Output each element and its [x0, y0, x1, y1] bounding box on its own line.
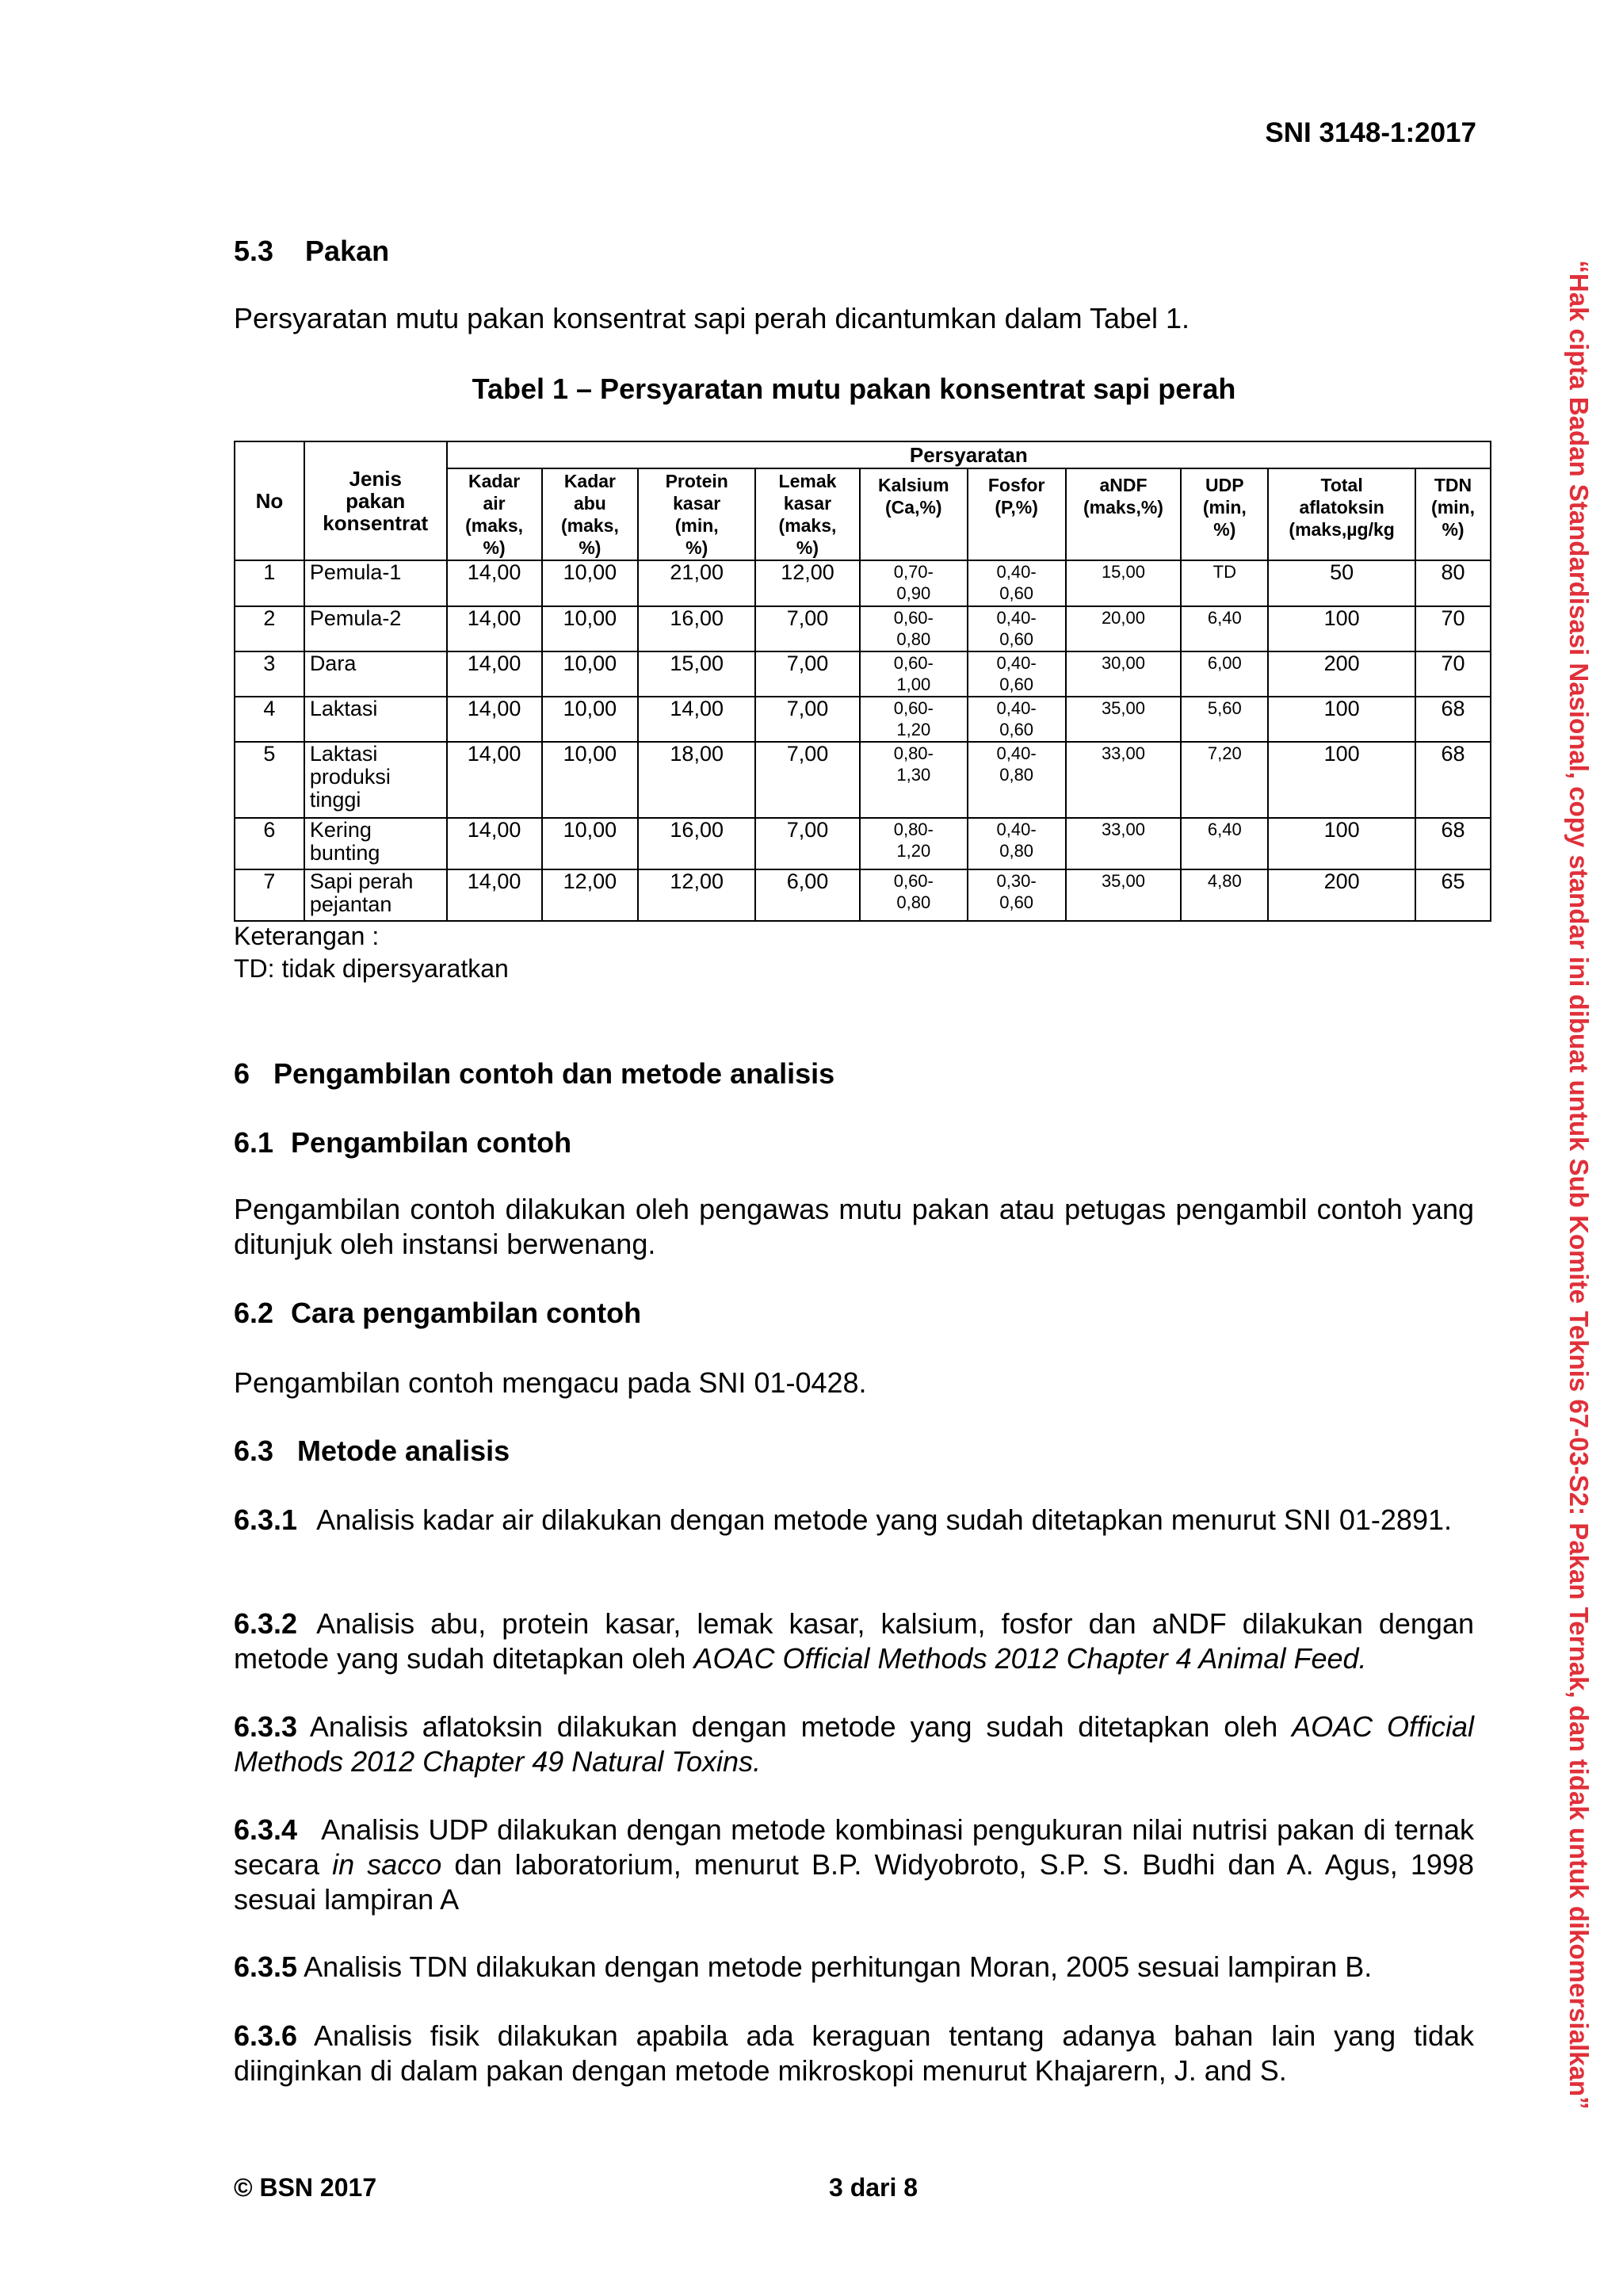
cell-kalsium: 0,60- 1,20 — [860, 697, 968, 742]
section-title: Pakan — [305, 235, 390, 267]
cell-no: 1 — [235, 560, 304, 606]
cell-kadar-abu: 10,00 — [542, 560, 639, 606]
header-kalsium: Kalsium (Ca,%) — [860, 468, 968, 560]
cell-jenis: Sapi perah pejantan — [304, 869, 447, 921]
cell-aflatoksin: 100 — [1268, 606, 1415, 651]
table-row — [235, 560, 1491, 606]
cell-jenis: Kering bunting — [304, 818, 447, 869]
cell-udp: 6,40 — [1181, 818, 1268, 869]
clause-6-3-6: 6.3.6 Analisis fisik dilakukan apabila ada keraguan tentang adanya bahan lain yang tidak diinginkan di dalam pakan dengan metode mikroskopi menurut Khajarern, J. and S. — [234, 2019, 1475, 2087]
table-row — [235, 651, 1491, 697]
cell-lemak: 7,00 — [755, 606, 860, 651]
footer-copyright: © BSN 2017 — [234, 2173, 377, 2202]
footer-page-number: 3 dari 8 — [829, 2173, 918, 2202]
cell-kadar-air: 14,00 — [447, 818, 542, 869]
cell-no: 3 — [235, 651, 304, 697]
section-6-1-text: Pengambilan contoh dilakukan oleh pengawas mutu pakan atau petugas pengambil contoh yang ditunjuk oleh instansi berwenang. — [234, 1193, 1474, 1260]
table-row — [235, 869, 1491, 921]
cell-andf: 20,00 — [1066, 606, 1182, 651]
cell-lemak: 7,00 — [755, 818, 860, 869]
cell-kadar-abu: 10,00 — [542, 742, 639, 818]
cell-fosfor: 0,40- 0,60 — [968, 697, 1066, 742]
cell-kalsium: 0,80- 1,30 — [860, 742, 968, 818]
section-number: 5.3 — [234, 235, 274, 267]
cell-protein: 18,00 — [638, 742, 755, 818]
cell-lemak: 12,00 — [755, 560, 860, 606]
table-row — [235, 606, 1491, 651]
clause-6-3-4: 6.3.4 Analisis UDP dilakukan dengan metode kombinasi pengukuran nilai nutrisi pakan di ternak secara in sacco dan laboratorium, menurut B.P. Widyobroto, S.P. S. Budhi dan A. Agus, 1998 sesuai lampiran A — [234, 1813, 1474, 1916]
cell-fosfor: 0,30- 0,60 — [968, 869, 1066, 921]
cell-aflatoksin: 50 — [1268, 560, 1415, 606]
cell-kadar-air: 14,00 — [447, 651, 542, 697]
requirements-table — [234, 441, 1491, 922]
cell-protein: 16,00 — [638, 606, 755, 651]
header-tdn: TDN (min, %) — [1415, 468, 1491, 560]
table-row — [235, 742, 1491, 818]
cell-aflatoksin: 100 — [1268, 697, 1415, 742]
cell-kalsium: 0,60- 0,80 — [860, 606, 968, 651]
cell-kadar-air: 14,00 — [447, 869, 542, 921]
cell-no: 7 — [235, 869, 304, 921]
cell-kadar-air: 14,00 — [447, 560, 542, 606]
clause-6-3-3: 6.3.3 Analisis aflatoksin dilakukan dengan metode yang sudah ditetapkan oleh AOAC Official Methods 2012 Chapter 49 Natural Toxins. — [234, 1710, 1475, 1778]
cell-aflatoksin: 200 — [1268, 651, 1415, 697]
clause-6-3-2: 6.3.2 Analisis abu, protein kasar, lemak kasar, kalsium, fosfor dan aNDF dilakukan dengan metode yang sudah ditetapkan oleh AOAC Official Methods 2012 Chapter 4 Animal Feed. — [234, 1607, 1474, 1675]
cell-jenis: Laktasi — [304, 697, 447, 742]
cell-tdn: 68 — [1415, 697, 1491, 742]
cell-protein: 16,00 — [638, 818, 755, 869]
cell-andf: 35,00 — [1066, 697, 1182, 742]
cell-udp: 6,00 — [1181, 651, 1268, 697]
cell-kadar-abu: 10,00 — [542, 697, 639, 742]
cell-kadar-air: 14,00 — [447, 742, 542, 818]
cell-jenis: Pemula-1 — [304, 560, 447, 606]
cell-tdn: 68 — [1415, 742, 1491, 818]
cell-udp: 4,80 — [1181, 869, 1268, 921]
copyright-watermark: “Hak cipta Badan Standardisasi Nasional, copy standar ini dibuat untuk Sub Komite Teknis 67-03-S2: Pakan Ternak, dan tidak untuk dikomersialkan” — [1564, 260, 1594, 2110]
cell-andf: 33,00 — [1066, 818, 1182, 869]
cell-fosfor: 0,40- 0,60 — [968, 651, 1066, 697]
clause-6-3-5: 6.3.5 Analisis TDN dilakukan dengan metode perhitungan Moran, 2005 sesuai lampiran B. — [234, 1950, 1373, 1983]
cell-fosfor: 0,40- 0,60 — [968, 560, 1066, 606]
cell-andf: 15,00 — [1066, 560, 1182, 606]
cell-udp: TD — [1181, 560, 1268, 606]
cell-lemak: 7,00 — [755, 651, 860, 697]
cell-protein: 12,00 — [638, 869, 755, 921]
cell-lemak: 6,00 — [755, 869, 860, 921]
cell-andf: 35,00 — [1066, 869, 1182, 921]
cell-kadar-abu: 10,00 — [542, 606, 639, 651]
section-6-heading: 6 Pengambilan contoh dan metode analisis — [234, 1057, 835, 1090]
section-6-2-text: Pengambilan contoh mengacu pada SNI 01-0428. — [234, 1366, 867, 1399]
header-jenis: Jenis pakan konsentrat — [304, 441, 447, 560]
cell-kadar-abu: 10,00 — [542, 818, 639, 869]
cell-tdn: 65 — [1415, 869, 1491, 921]
cell-udp: 5,60 — [1181, 697, 1268, 742]
cell-aflatoksin: 100 — [1268, 818, 1415, 869]
table-note-label: Keterangan : — [234, 922, 380, 950]
cell-kalsium: 0,60- 1,00 — [860, 651, 968, 697]
cell-kadar-abu: 12,00 — [542, 869, 639, 921]
header-kadar-abu: Kadar abu (maks, %) — [542, 468, 639, 560]
cell-tdn: 70 — [1415, 651, 1491, 697]
cell-tdn: 70 — [1415, 606, 1491, 651]
cell-jenis: Laktasi produksi tinggi — [304, 742, 447, 818]
header-fosfor: Fosfor (P,%) — [968, 468, 1066, 560]
cell-protein: 21,00 — [638, 560, 755, 606]
cell-no: 2 — [235, 606, 304, 651]
cell-no: 4 — [235, 697, 304, 742]
cell-kadar-abu: 10,00 — [542, 651, 639, 697]
cell-jenis: Pemula-2 — [304, 606, 447, 651]
section-6-1-heading: 6.1 Pengambilan contoh — [234, 1126, 572, 1159]
cell-kalsium: 0,60- 0,80 — [860, 869, 968, 921]
cell-tdn: 80 — [1415, 560, 1491, 606]
cell-andf: 33,00 — [1066, 742, 1182, 818]
document-code: SNI 3148-1:2017 — [1265, 117, 1476, 148]
cell-kadar-air: 14,00 — [447, 606, 542, 651]
cell-fosfor: 0,40- 0,60 — [968, 606, 1066, 651]
table-note-td: TD: tidak dipersyaratkan — [234, 954, 509, 983]
header-lemak: Lemak kasar (maks, %) — [755, 468, 860, 560]
section-6-2-heading: 6.2 Cara pengambilan contoh — [234, 1297, 642, 1329]
section-5-3-text: Persyaratan mutu pakan konsentrat sapi perah dicantumkan dalam Tabel 1. — [234, 302, 1190, 334]
cell-jenis: Dara — [304, 651, 447, 697]
cell-fosfor: 0,40- 0,80 — [968, 818, 1066, 869]
header-aflatoksin: Total aflatoksin (maks,µg/kg — [1268, 468, 1415, 560]
header-udp: UDP (min, %) — [1181, 468, 1268, 560]
cell-no: 5 — [235, 742, 304, 818]
cell-lemak: 7,00 — [755, 742, 860, 818]
cell-no: 6 — [235, 818, 304, 869]
cell-kalsium: 0,70- 0,90 — [860, 560, 968, 606]
cell-fosfor: 0,40- 0,80 — [968, 742, 1066, 818]
cell-protein: 14,00 — [638, 697, 755, 742]
cell-lemak: 7,00 — [755, 697, 860, 742]
header-andf: aNDF (maks,%) — [1066, 468, 1182, 560]
table-row — [235, 818, 1491, 869]
table-row — [235, 697, 1491, 742]
table-caption: Tabel 1 – Persyaratan mutu pakan konsentrat sapi perah — [472, 372, 1236, 405]
cell-aflatoksin: 100 — [1268, 742, 1415, 818]
cell-kalsium: 0,80- 1,20 — [860, 818, 968, 869]
header-kadar-air: Kadar air (maks, %) — [447, 468, 542, 560]
section-6-3-heading: 6.3 Metode analisis — [234, 1435, 510, 1467]
section-5-3-heading — [234, 235, 389, 268]
cell-kadar-air: 14,00 — [447, 697, 542, 742]
header-protein: Protein kasar (min, %) — [638, 468, 755, 560]
cell-udp: 6,40 — [1181, 606, 1268, 651]
cell-tdn: 68 — [1415, 818, 1491, 869]
clause-6-3-1: 6.3.1 Analisis kadar air dilakukan dengan metode yang sudah ditetapkan menurut SNI 01-2891. — [234, 1503, 1452, 1536]
cell-andf: 30,00 — [1066, 651, 1182, 697]
header-persyaratan: Persyaratan — [447, 441, 1491, 468]
header-no: No — [235, 441, 304, 560]
cell-udp: 7,20 — [1181, 742, 1268, 818]
cell-protein: 15,00 — [638, 651, 755, 697]
cell-aflatoksin: 200 — [1268, 869, 1415, 921]
